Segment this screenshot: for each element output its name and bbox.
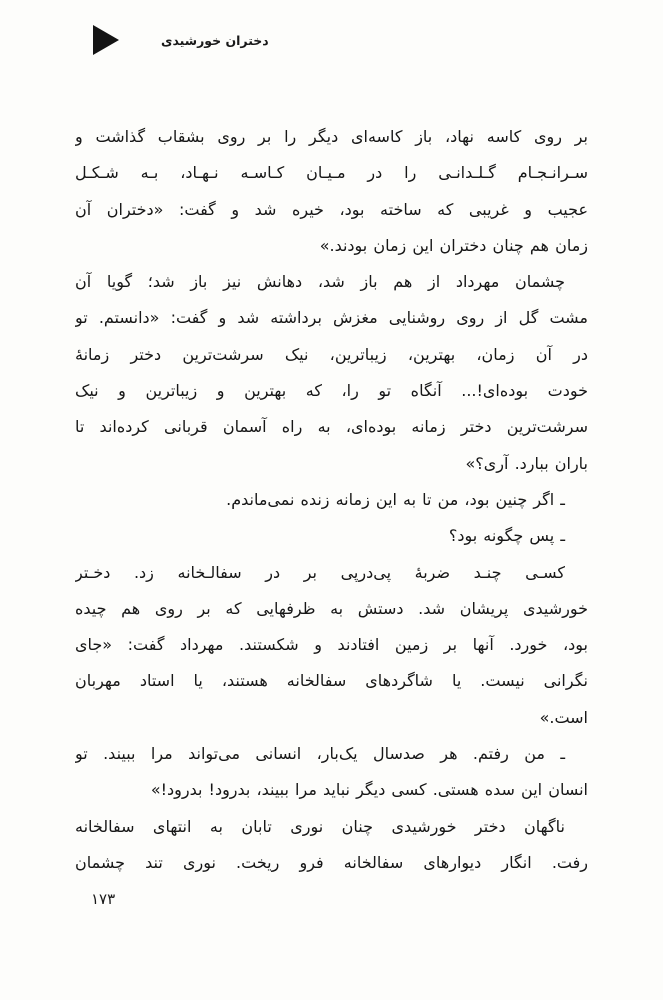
text-line: سـرانـجـام گـلـدانـی را در مـیـان کـاسـه نـهـاد، بـه شـکـل (75, 163, 588, 183)
text-line: خودت بوده‌ای!... آنگاه تو را، که بهترین و زیباترین و نیک (75, 381, 588, 401)
page-header (93, 24, 269, 56)
text-line: نگرانی نیست. یا شاگردهای سفالخانه هستند، یا استاد مهربان (75, 671, 588, 691)
text-line: عجیب و غریبی که ساخته بود، خیره شد و گفت: «دختران آن (75, 199, 588, 219)
dialogue-line: ـ من رفتم. هر صدسال یک‌بار، انسانی می‌تواند مرا ببیند. تو (75, 744, 565, 764)
text-line: مشت گل از روی روشنایی مغزش برداشته شد و گفت: «دانستم. تو (75, 308, 588, 328)
page-number: ۱۷۳ (91, 890, 116, 908)
text-line: چشمان مهرداد از هم باز شد، دهانش نیز باز شد؛ گویا آن (75, 272, 565, 292)
text-line: بر روی کاسه نهاد، باز کاسه‌ای دیگر را بر روی بشقاب گذاشت و (75, 127, 588, 146)
text-line: ناگهان دختر خورشیدی چنان نوری تابان به انتهای سفالخانه (75, 816, 565, 836)
text-line: بود، خورد. آنها بر زمین افتادند و شکستند. مهرداد گفت: «جای (75, 635, 588, 655)
section-marker-triangle-icon (93, 25, 119, 55)
text-line: رفت. انگار دیوارهای سفالخانه فرو ریخت. نوری تند چشمان (75, 852, 588, 872)
page-footer (91, 890, 115, 908)
text-line: سرشت‌ترین دختر زمانه بوده‌ای، به راه آسمان قربانی کرده‌اند تا (75, 417, 588, 437)
text-line: خورشیدی پریشان شد. دستش به ظرفهایی که بر روی هم چیده (75, 598, 588, 618)
dialogue-line: انسان این سده هستی. کسی دیگر نباید مرا ببیند، بدرود! بدرود!» (150, 780, 588, 800)
text-line: باران ببارد. آری؟» (465, 453, 588, 473)
page-text-block (75, 119, 588, 881)
running-head-book-title: دختران خورشیدی (161, 32, 269, 48)
dialogue-line: ـ پس چگونه بود؟ (448, 526, 565, 546)
dialogue-line: ـ اگر چنین بود، من تا به این زمانه زنده نمی‌ماندم. (226, 489, 565, 509)
text-line: کسـی چنـد ضربهٔ پی‌درپی بر در سفالـخانه زد. دخـتر (75, 562, 565, 582)
text-line: در آن زمان، بهترین، زیباترین، نیک سرشت‌ترین دختر زمانهٔ (75, 344, 588, 364)
text-line: است.» (539, 707, 588, 727)
text-line: زمان هم چنان دختران این زمان بودند.» (319, 235, 588, 255)
